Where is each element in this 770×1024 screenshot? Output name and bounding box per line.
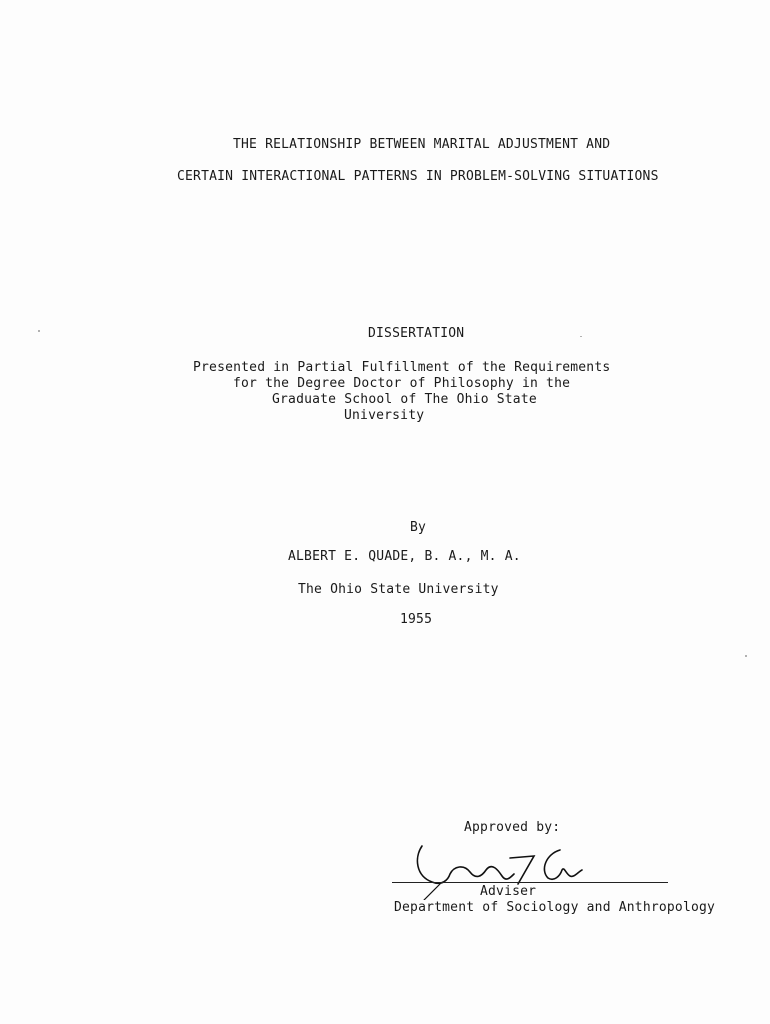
author-name: ALBERT E. QUADE, B. A., M. A. (288, 549, 521, 564)
scan-speck (580, 336, 582, 337)
document-type: DISSERTATION (368, 326, 465, 341)
presentation-line-4: University (344, 408, 425, 423)
scan-speck (745, 655, 747, 657)
presentation-line-3: Graduate School of The Ohio State (272, 392, 537, 407)
department: Department of Sociology and Anthropology (394, 900, 716, 915)
signature-line (392, 882, 668, 883)
institution: The Ohio State University (298, 582, 499, 597)
presentation-line-1: Presented in Partial Fulfillment of the Requirements (193, 360, 611, 375)
adviser-label: Adviser (480, 884, 537, 899)
title-line-2: CERTAIN INTERACTIONAL PATTERNS IN PROBLEM-SOLVING SITUATIONS (177, 169, 659, 184)
scan-speck (38, 330, 40, 332)
title-line-1: THE RELATIONSHIP BETWEEN MARITAL ADJUSTMENT AND (233, 137, 611, 152)
year: 1955 (400, 612, 433, 627)
presentation-line-2: for the Degree Doctor of Philosophy in the (233, 376, 571, 391)
approved-by-label: Approved by: (464, 820, 561, 835)
by-label: By (410, 520, 427, 535)
